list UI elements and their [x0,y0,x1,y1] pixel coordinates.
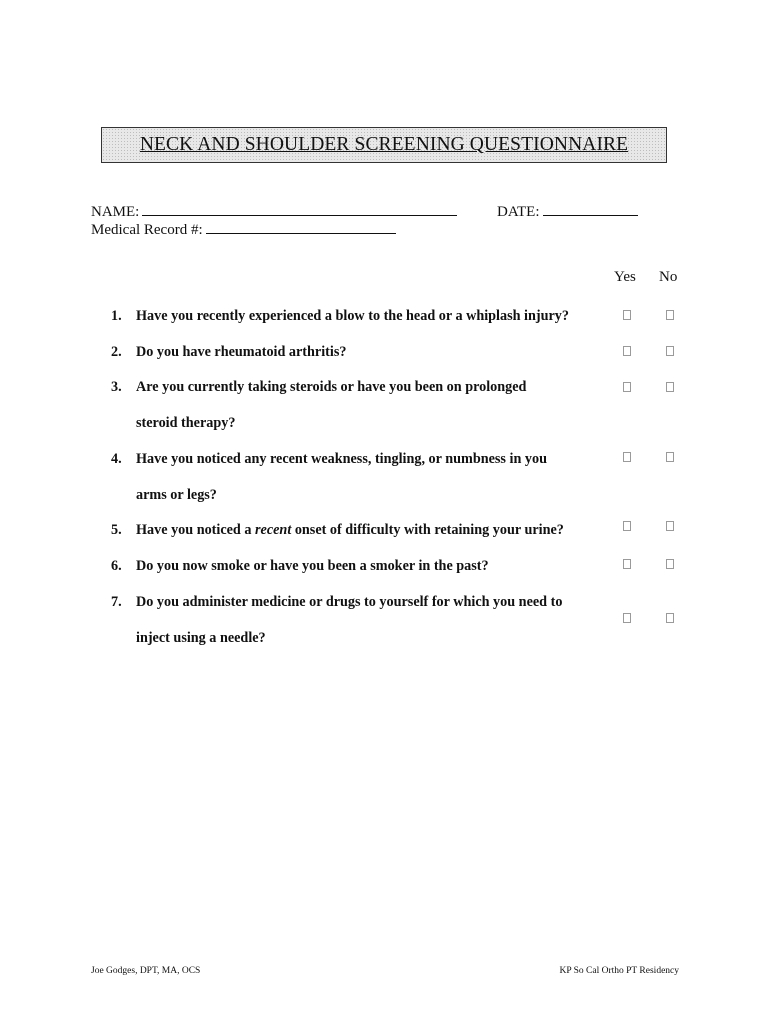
footer-author: Joe Godges, DPT, MA, OCS [91,966,201,976]
q5-yes-checkbox[interactable] [623,521,631,531]
title-box [101,127,667,163]
question-text-part: Have you noticed a [136,522,256,538]
question-7-continuation: inject using a needle? [136,630,266,646]
question-4 [111,451,601,468]
date-field[interactable] [497,201,638,221]
question-7 [111,594,601,611]
question-text-emphasis: recent [255,522,292,538]
medical-record-field[interactable] [91,219,396,239]
question-3 [111,379,601,396]
q5-no-checkbox[interactable] [666,521,674,531]
q2-no-checkbox[interactable] [666,346,674,356]
question-number: 4. [111,451,122,467]
question-3-continuation: steroid therapy? [136,415,236,431]
q3-yes-checkbox[interactable] [623,382,631,392]
question-2 [111,344,601,361]
question-number: 6. [111,558,122,574]
name-field[interactable] [91,201,457,221]
question-number: 7. [111,594,122,610]
question-text: Have you recently experienced a blow to the head or a whiplash injury? [136,308,569,324]
q1-yes-checkbox[interactable] [623,310,631,320]
question-text: Do you administer medicine or drugs to yourself for which you need to [136,594,563,610]
name-blank-line[interactable] [142,201,457,216]
question-text: Have you noticed any recent weakness, tingling, or numbness in you [136,451,547,467]
footer-program: KP So Cal Ortho PT Residency [559,966,679,976]
q2-yes-checkbox[interactable] [623,346,631,356]
q6-yes-checkbox[interactable] [623,559,631,569]
page-title: NECK AND SHOULDER SCREENING QUESTIONNAIRE [139,134,629,155]
date-label: DATE: [497,204,540,220]
question-5 [111,522,601,539]
yes-column-header: Yes [614,269,636,285]
q6-no-checkbox[interactable] [666,559,674,569]
q3-no-checkbox[interactable] [666,382,674,392]
question-number: 3. [111,379,122,395]
question-text: Do you have rheumatoid arthritis? [136,344,347,360]
name-label: NAME: [91,204,140,220]
question-text: Are you currently taking steroids or have you been on prolonged [136,379,527,395]
no-column-header: No [659,269,678,285]
q4-no-checkbox[interactable] [666,452,674,462]
q7-no-checkbox[interactable] [666,613,674,623]
medical-record-label: Medical Record #: [91,222,203,238]
medical-record-blank-line[interactable] [206,219,396,234]
date-blank-line[interactable] [543,201,638,216]
question-number: 2. [111,344,122,360]
question-1 [111,308,601,325]
question-text [136,522,564,538]
question-6 [111,558,601,575]
q4-yes-checkbox[interactable] [623,452,631,462]
q1-no-checkbox[interactable] [666,310,674,320]
question-text: Do you now smoke or have you been a smoker in the past? [136,558,489,574]
question-number: 5. [111,522,122,538]
question-text-part: onset of difficulty with retaining your urine? [291,522,564,538]
question-number: 1. [111,308,122,324]
q7-yes-checkbox[interactable] [623,613,631,623]
question-4-continuation: arms or legs? [136,487,217,503]
